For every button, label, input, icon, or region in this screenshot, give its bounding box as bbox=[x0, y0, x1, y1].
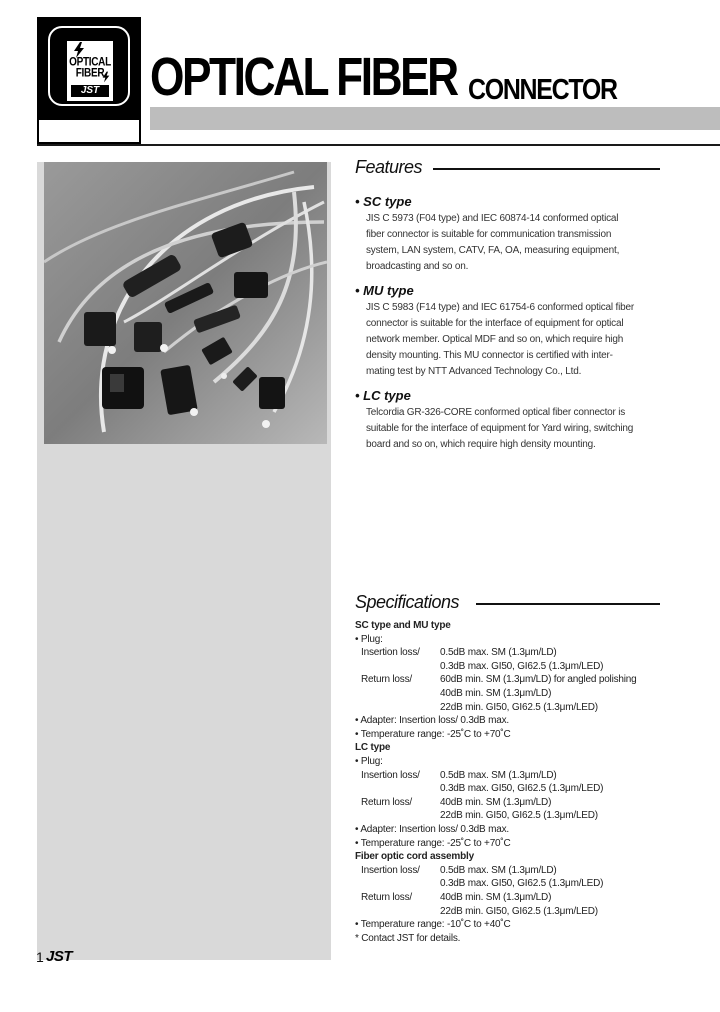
page-title: OPTICAL FIBER bbox=[150, 47, 457, 107]
spec-line bbox=[355, 634, 383, 645]
spec-value: 0.3dB max. GI50, GI62.5 (1.3μm/LED) bbox=[440, 660, 604, 672]
feature-desc-mu: JIS C 5983 (F14 type) and IEC 61754-6 conformed optical fiber connector is suitable for the interface of equipment for optical network member. Optical MDF and so on, which require high density mounting. This MU connector is certified with inter- mating test by NTT Advanced Technology Co., Ltd. bbox=[366, 302, 634, 377]
spec-line bbox=[355, 933, 460, 944]
spec-value: 0.5dB max. SM (1.3μm/LD) bbox=[440, 864, 557, 876]
spec-label: Insertion loss/ bbox=[361, 864, 420, 876]
spec-label: LC type bbox=[355, 742, 391, 754]
spec-label: Return loss/ bbox=[361, 796, 412, 808]
footer-brand: JST bbox=[46, 948, 73, 965]
spec-line bbox=[355, 742, 390, 753]
spec-label: SC type and MU type bbox=[355, 620, 451, 631]
spec-line bbox=[361, 892, 412, 903]
spec-value: 40dB min. SM (1.3μm/LD) bbox=[440, 796, 552, 808]
spec-value: 0.5dB max. SM (1.3μm/LD) bbox=[440, 647, 557, 659]
spec-value: 40dB min. SM (1.3μm/LD) bbox=[440, 688, 552, 699]
spec-line bbox=[355, 715, 509, 726]
spec-label: Insertion loss/ bbox=[361, 769, 420, 781]
spec-line bbox=[361, 797, 412, 808]
logo-bar bbox=[37, 118, 141, 144]
spec-label: * Contact JST for details. bbox=[355, 932, 461, 944]
spec-line bbox=[361, 865, 420, 876]
spec-label: • Temperature range: -25˚C to +70˚C bbox=[355, 837, 511, 849]
feature-desc-lc: Telcordia GR-326-CORE conformed optical fiber connector is suitable for the interface of equipment for Yard wiring, switching board and so on, which require high density mounting. bbox=[366, 407, 634, 450]
feature-desc-sc: JIS C 5973 (F04 type) and IEC 60874-14 conformed optical fiber connector is suitable for communication transmission system, LAN system, CATV, FA, OA, measuring equipment, broadcasting and so on. bbox=[366, 213, 620, 272]
spec-label: • Temperature range: -10˚C to +40˚C bbox=[355, 919, 511, 931]
spec-value: 40dB min. SM (1.3μm/LD) bbox=[440, 892, 552, 903]
spec-label: Insertion loss/ bbox=[361, 647, 420, 659]
spec-value: 22dB min. GI50, GI62.5 (1.3μm/LED) bbox=[440, 905, 598, 917]
spec-line bbox=[355, 824, 509, 835]
spec-line bbox=[355, 919, 511, 930]
connector-photo bbox=[44, 162, 327, 444]
spec-line bbox=[361, 647, 420, 658]
spec-label: • Plug: bbox=[355, 756, 383, 767]
spec-label: • Adapter: Insertion loss/ 0.3dB max. bbox=[355, 715, 509, 727]
features-rule bbox=[433, 168, 660, 170]
jst-optical-fiber-logo bbox=[37, 17, 141, 120]
specifications-rule bbox=[476, 603, 660, 605]
logo-frame bbox=[48, 26, 130, 106]
spec-line bbox=[355, 729, 511, 740]
page-subtitle: CONNECTOR bbox=[468, 74, 617, 106]
title-band bbox=[150, 107, 720, 130]
specifications-heading: Specifications bbox=[355, 592, 460, 612]
logo-text-optical: OPTICAL bbox=[69, 56, 111, 69]
feature-type-lc: • LC type bbox=[355, 388, 411, 403]
features-heading: Features bbox=[355, 157, 423, 177]
spec-label: Return loss/ bbox=[361, 892, 412, 903]
spec-line bbox=[355, 756, 383, 767]
spec-line bbox=[361, 674, 412, 685]
spec-label: Return loss/ bbox=[361, 674, 412, 686]
logo-card bbox=[67, 41, 113, 101]
spec-line bbox=[355, 838, 511, 849]
spec-label: • Adapter: Insertion loss/ 0.3dB max. bbox=[355, 824, 509, 835]
feature-type-sc: • SC type bbox=[355, 194, 412, 209]
spec-line bbox=[355, 851, 474, 862]
logo-brand: JST bbox=[71, 85, 109, 97]
spec-value: 22dB min. GI50, GI62.5 (1.3μm/LED) bbox=[440, 701, 598, 713]
spec-line bbox=[355, 620, 451, 631]
header-rule bbox=[37, 144, 720, 146]
spec-label: • Plug: bbox=[355, 633, 383, 645]
lightning-icon bbox=[102, 71, 110, 83]
page-number: 1 bbox=[36, 949, 44, 965]
spec-line bbox=[361, 770, 420, 781]
feature-type-mu: • MU type bbox=[355, 283, 414, 298]
spec-value: 60dB min. SM (1.3μm/LD) for angled polishing bbox=[440, 674, 637, 686]
spec-label: Fiber optic cord assembly bbox=[355, 851, 474, 863]
logo-text-fiber: FIBER bbox=[75, 67, 105, 80]
spec-value: 22dB min. GI50, GI62.5 (1.3μm/LED) bbox=[440, 810, 598, 822]
spec-value: 0.3dB max. GI50, GI62.5 (1.3μm/LED) bbox=[440, 783, 604, 795]
spec-label: • Temperature range: -25˚C to +70˚C bbox=[355, 728, 511, 740]
spec-value: 0.5dB max. SM (1.3μm/LD) bbox=[440, 769, 557, 781]
spec-value: 0.3dB max. GI50, GI62.5 (1.3μm/LED) bbox=[440, 878, 604, 890]
